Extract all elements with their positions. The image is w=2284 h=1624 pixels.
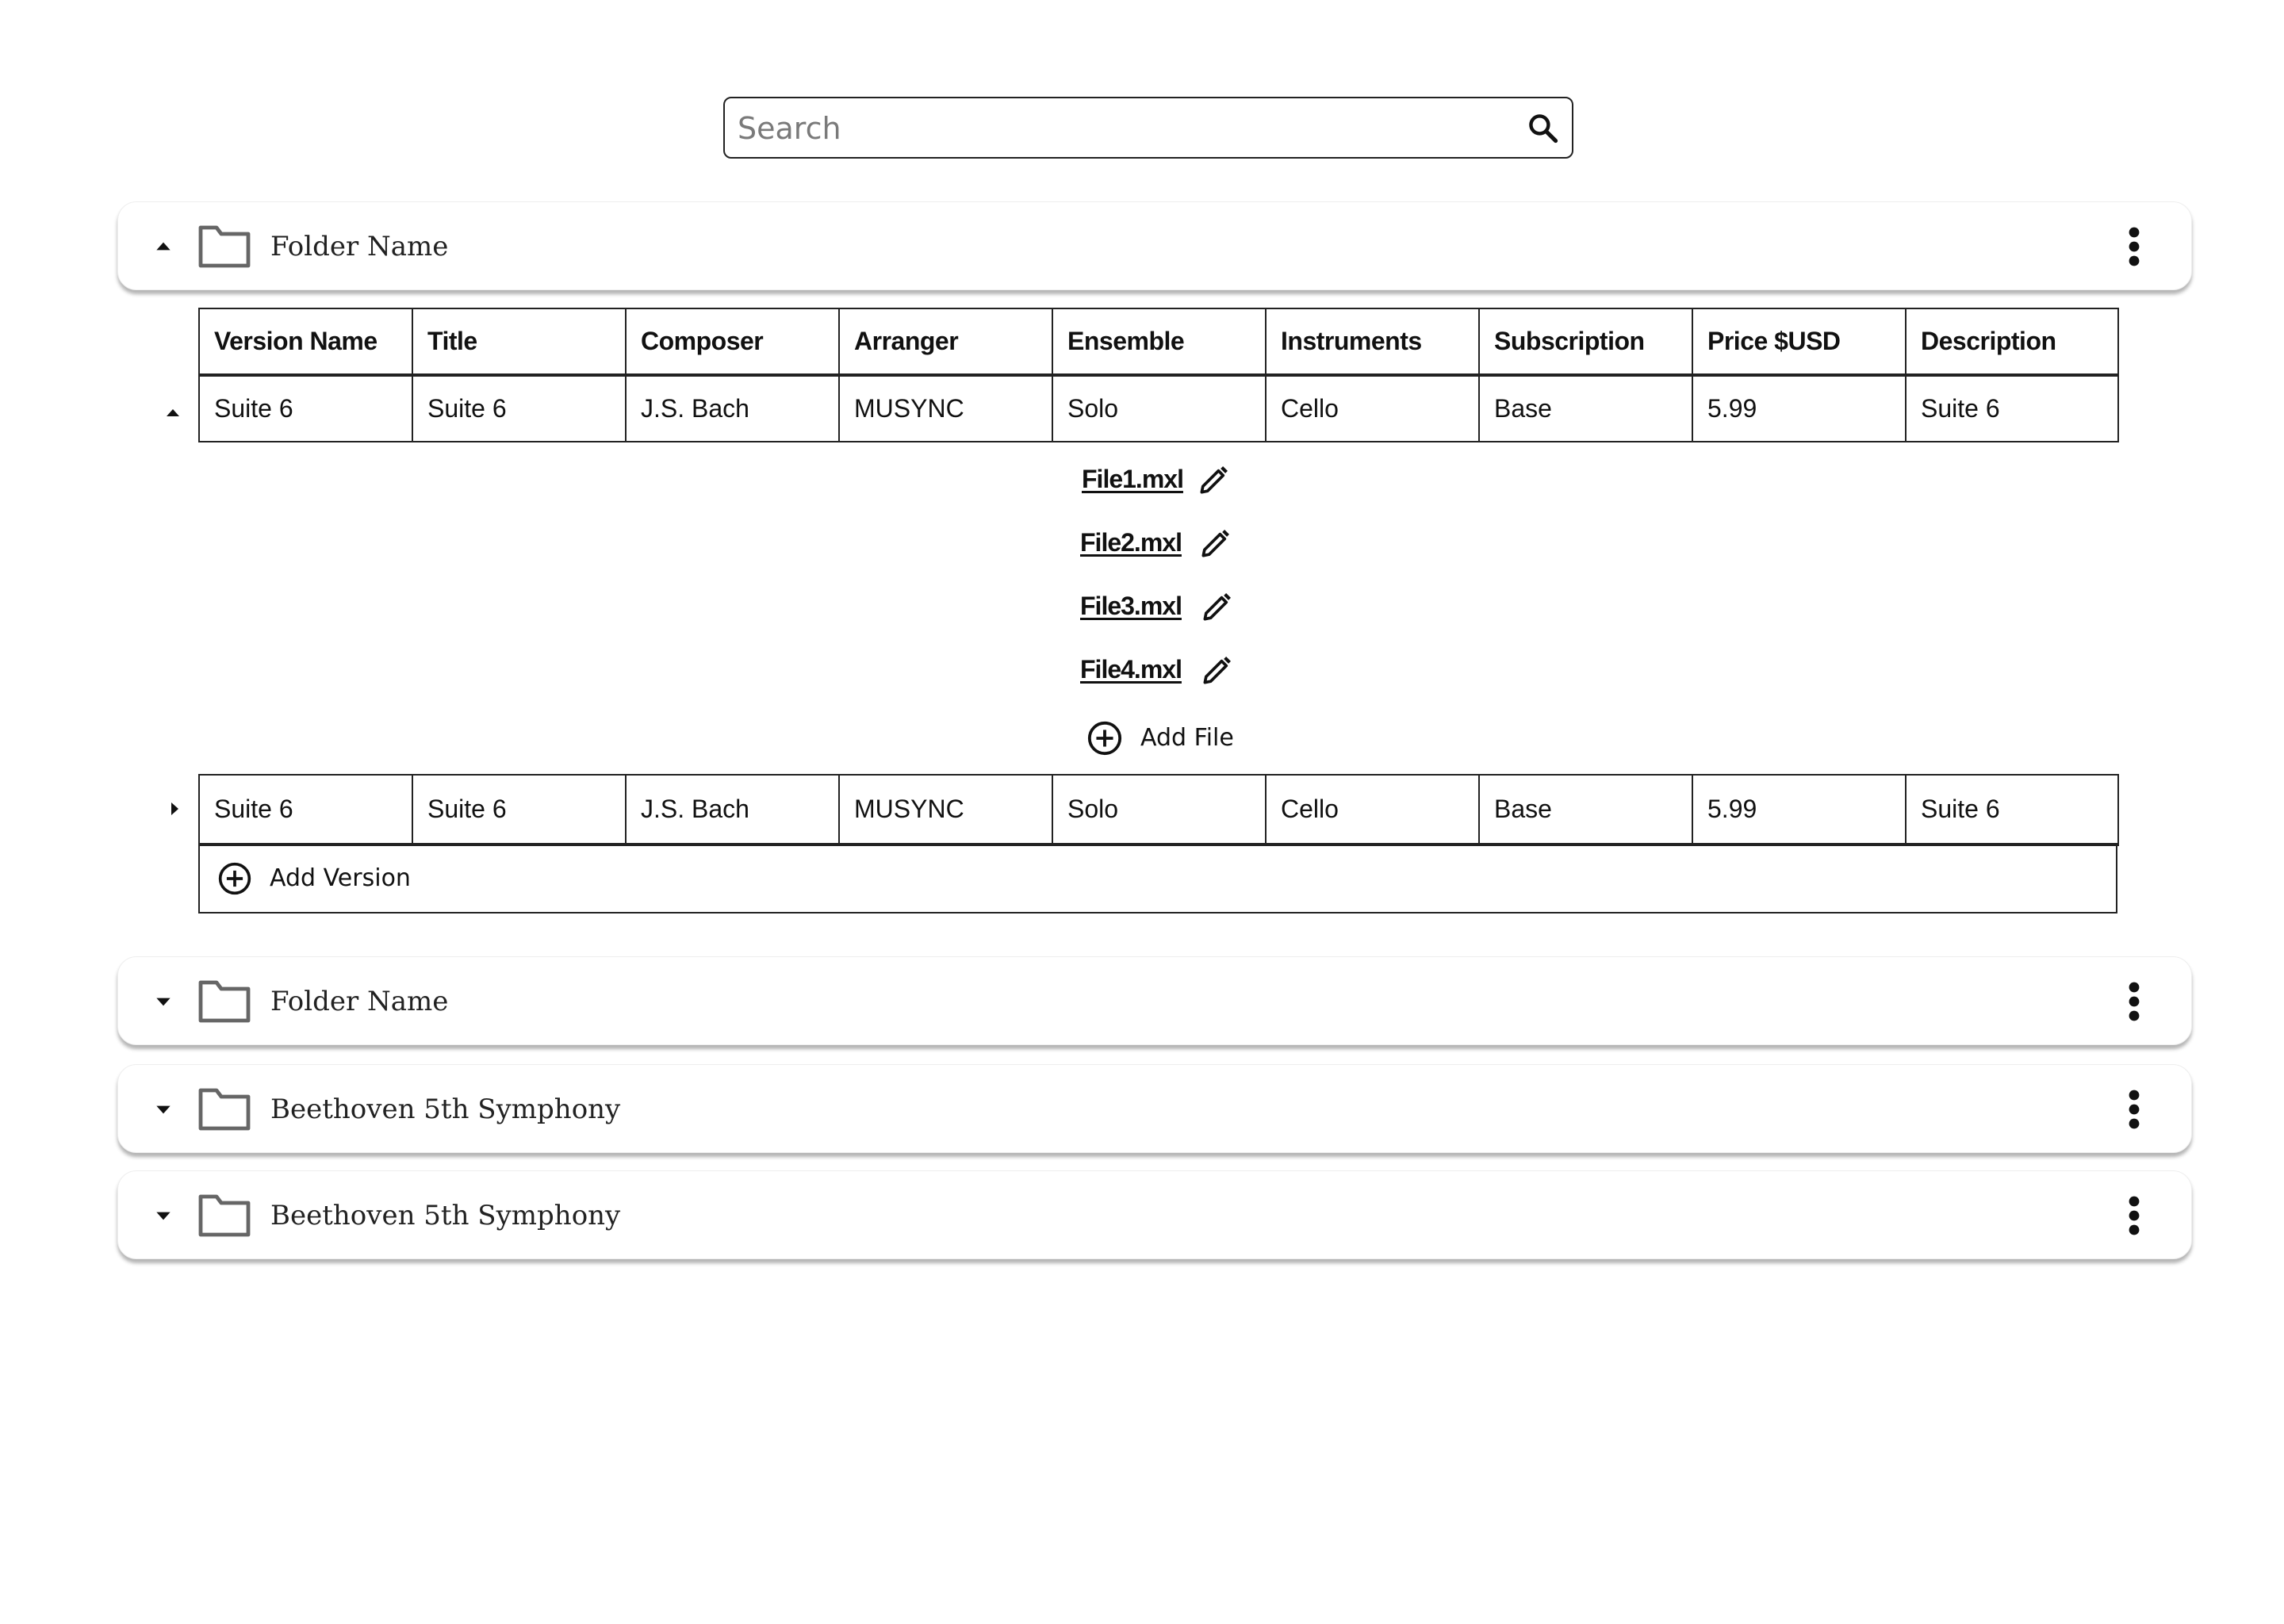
file-link[interactable]: File3.mxl: [1080, 592, 1182, 620]
table-cell[interactable]: Cello: [1266, 775, 1479, 845]
column-header-subscription[interactable]: Subscription: [1479, 308, 1692, 375]
folder-icon: [197, 1192, 251, 1238]
column-header-title[interactable]: Title: [412, 308, 626, 375]
table-cell[interactable]: Suite 6: [1906, 375, 2118, 442]
folder-row[interactable]: [117, 1170, 2192, 1259]
table-cell[interactable]: Suite 6: [412, 775, 626, 845]
column-header-ensemble[interactable]: Ensemble: [1052, 308, 1266, 375]
plus-circle-icon: [217, 861, 252, 896]
table-header-row: [199, 308, 2118, 375]
caret-up-icon[interactable]: [153, 236, 174, 257]
folder-row[interactable]: [117, 1064, 2192, 1153]
add-file-label: Add File: [1140, 724, 1234, 752]
table-cell[interactable]: MUSYNC: [839, 775, 1052, 845]
file-link[interactable]: File4.mxl: [1080, 655, 1182, 684]
caret-right-icon[interactable]: [165, 799, 184, 818]
folder-name: Folder Name: [270, 231, 449, 262]
file-link[interactable]: File2.mxl: [1080, 528, 1182, 557]
pencil-icon[interactable]: [1196, 463, 1231, 498]
more-vertical-icon[interactable]: [2126, 981, 2142, 1022]
more-vertical-icon[interactable]: [2126, 1195, 2142, 1236]
folder-row[interactable]: [117, 956, 2192, 1045]
table-cell[interactable]: 5.99: [1692, 775, 1906, 845]
table-cell[interactable]: Base: [1479, 375, 1692, 442]
table-cell[interactable]: 5.99: [1692, 375, 1906, 442]
folder-icon: [197, 978, 251, 1024]
caret-down-icon[interactable]: [153, 991, 174, 1012]
pencil-icon[interactable]: [1198, 527, 1232, 561]
caret-up-icon[interactable]: [163, 403, 182, 422]
table-cell[interactable]: Solo: [1052, 775, 1266, 845]
add-version-row: [198, 844, 2117, 914]
column-header-version-name[interactable]: Version Name: [199, 308, 412, 375]
add-version-label: Add Version: [270, 864, 411, 892]
search-icon[interactable]: [1526, 111, 1561, 146]
folder-icon: [197, 1086, 251, 1132]
table-cell[interactable]: J.S. Bach: [626, 775, 839, 845]
column-header-description[interactable]: Description: [1906, 308, 2118, 375]
search-bar: [723, 97, 1573, 159]
table-cell[interactable]: Suite 6: [199, 375, 412, 442]
column-header-arranger[interactable]: Arranger: [839, 308, 1052, 375]
caret-down-icon[interactable]: [153, 1205, 174, 1226]
folder-name: Beethoven 5th Symphony: [270, 1094, 621, 1125]
column-header-composer[interactable]: Composer: [626, 308, 839, 375]
folder-name: Beethoven 5th Symphony: [270, 1200, 621, 1231]
table-cell[interactable]: Cello: [1266, 375, 1479, 442]
column-header-price[interactable]: Price $USD: [1692, 308, 1906, 375]
table-cell[interactable]: Suite 6: [199, 775, 412, 845]
plus-circle-icon: [1086, 720, 1123, 756]
table-cell[interactable]: Base: [1479, 775, 1692, 845]
file-link[interactable]: File1.mxl: [1082, 465, 1183, 493]
table-cell[interactable]: Suite 6: [412, 375, 626, 442]
folder-icon: [197, 223, 251, 269]
table-cell[interactable]: Solo: [1052, 375, 1266, 442]
column-header-instruments[interactable]: Instruments: [1266, 308, 1479, 375]
table-row[interactable]: [199, 375, 2118, 442]
pencil-icon[interactable]: [1199, 590, 1234, 625]
table-cell[interactable]: J.S. Bach: [626, 375, 839, 442]
more-vertical-icon[interactable]: [2126, 1089, 2142, 1130]
table-cell[interactable]: Suite 6: [1906, 775, 2118, 845]
search-input[interactable]: [736, 105, 1500, 152]
table-cell[interactable]: MUSYNC: [839, 375, 1052, 442]
folder-row[interactable]: [117, 201, 2192, 290]
table-row[interactable]: [199, 775, 2118, 845]
pencil-icon[interactable]: [1199, 653, 1234, 688]
folder-name: Folder Name: [270, 986, 449, 1017]
versions-table-row-2: [198, 774, 2119, 846]
versions-table: [198, 308, 2119, 442]
more-vertical-icon[interactable]: [2126, 226, 2142, 267]
caret-down-icon[interactable]: [153, 1099, 174, 1120]
